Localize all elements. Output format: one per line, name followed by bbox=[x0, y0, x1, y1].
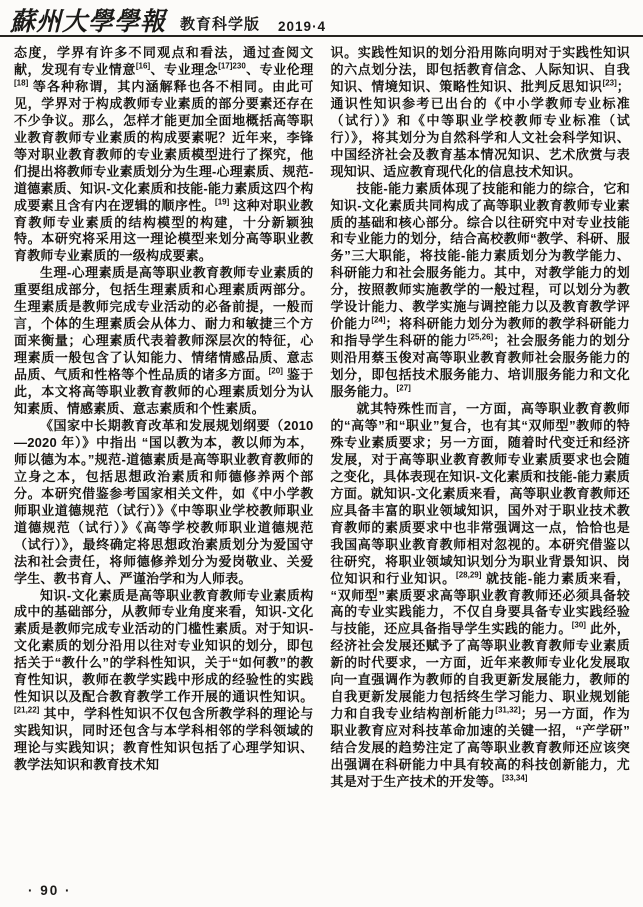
text-run: ；另一方面，作为职业教育应对科技革命加速的关键一招，“产学研”结合发展的趋势注定了高等职业教育教师还应该突出强调在科研能力中具有较高的科技创新能力，尤其是对于生产技术的开发等。 bbox=[330, 706, 630, 789]
text-run: 、专业理念 bbox=[150, 61, 219, 77]
citation-superscript: [17]230 bbox=[218, 61, 246, 71]
citation-superscript: [25,26] bbox=[467, 332, 494, 342]
paragraph bbox=[331, 181, 631, 401]
text-run: 、专业伦理 bbox=[245, 61, 314, 77]
paragraph bbox=[331, 401, 631, 791]
paragraph bbox=[14, 588, 314, 774]
citation-superscript: [23] bbox=[602, 78, 617, 88]
citation-superscript: [18] bbox=[14, 78, 29, 88]
text-run: 就技能-能力素质来看，“双师型”素质要求高等职业教育教师还必须具备较高的专业实践能力，不仅自身要具备专业实践经验与技能，还应具备指导学生实践的能力。 bbox=[330, 570, 630, 637]
citation-superscript: [30] bbox=[571, 621, 586, 631]
text-run: 识。实践性知识的划分沿用陈向明对于实践性知识的六点划分法，即包括教育信念、人际知识、自我知识、情境知识、策略性知识、批判反思知识 bbox=[330, 45, 630, 94]
citation-superscript: [28,29] bbox=[456, 570, 482, 580]
text-run: 《国家中长期教育改革和发展规划纲要（2010—2020 年）》中指出 “国以教为本，教以师为本，师以德为本。”规范-道德素质是高等职业教育教师的立身之本，包括思想政治素质和师德修养两个部分。本研究借鉴参考国家相关文件，如《中小学教师职业道德规范（试行）》《中等职业学校教师职业道德规范（试行）》《高等学校教师职业道德规范（试行）》，最终确定将思想政治素质划分为爱国守法和社会责任，将师德修养划分为爱岗敬业、关爱学生、教书育人、严谨治学和为人师表。 bbox=[14, 417, 314, 586]
issue-label: 2019·4 bbox=[278, 19, 327, 34]
text-run: 技能-能力素质体现了技能和能力的综合，它和知识-文化素质共同构成了高等职业教育教师专业素质的基础和核心部分。综合以往研究中对专业技能和专业能力的划分，结合高校教师“教学、科研、服务”三大职能，将技能-能力素质划分为教学能力、科研能力和社会服务能力。其中，对教学能力的划分，按照教师实施教学的一般过程，可以划分为教学设计能力、教学实施与调控能力以及教育教学评价能力 bbox=[330, 180, 630, 332]
text-run: ；将科研能力划分为教师的教学科研能力和指导学生科研的能力 bbox=[330, 316, 630, 349]
citation-superscript: [16] bbox=[135, 61, 151, 71]
text-run: ；社会服务能力的划分则沿用蔡玉俊对高等职业教育教师社会服务能力的划分，即包括技术服务能力、培训服务能力和文化服务能力。 bbox=[330, 333, 630, 400]
paragraph bbox=[14, 418, 314, 588]
text-run: ；通识性知识参考已出台的《中小学教师专业标准（试行）》和《中等职业学校教师专业标准（试行）》，将其划分为自然科学和人文社会科学知识、中国经济社会及教育基本情况知识、艺术欣赏与表现知识、适应教育现代化的信息技术知识。 bbox=[330, 78, 630, 179]
text-run: 就其特殊性而言，一方面，高等职业教育教师的“高等”和“职业”复合，也有其“双师型”教师的特殊专业素质要求；另一方面，随着时代变迁和经济发展，对于高等职业教育教师专业素质要求也会随之变化，具体表现在知识-文化素质和技能-能力素质方面。就知识-文化素质来看，高等职业教育教师还应具备丰富的职业领域知识，国外对于职业技术教育教师的素质要求中也非常强调这一点，恰恰也是我国高等职业教育教师相对忽视的。本研究借鉴以往研究，将职业领域知识划分为职业背景知识、岗位知识和行业知识。 bbox=[330, 401, 630, 586]
text-run: 其中，学科性知识不仅包含所教学科的理论与实践知识，同时还包含与本学科相邻的学科领域的理论与实践知识；教育性知识包括了心理学知识、教学法知识和教育技术知 bbox=[14, 706, 314, 773]
text-run: 等各种称谓，其内涵解释也各不相同。由此可见，学界对于构成教师专业素质的部分要素还存在不少争议。那么，怎样才能更加全面地概括高等职业教育教师专业素质的构成要素呢？近年来，李锋等对职业教育教师的专业素质模型进行了探究，他们提出将教师专业素质划分为生理-心理素质、规范-道德素质、知识-文化素质和技能-能力素质这四个构成要素且含有内在逻辑的顺序性。 bbox=[14, 78, 314, 213]
journal-logo: 蘇州大學學報 bbox=[10, 6, 167, 37]
citation-superscript: [20] bbox=[268, 366, 283, 376]
text-column-right bbox=[331, 45, 631, 791]
paragraph bbox=[331, 45, 631, 181]
article-body bbox=[14, 45, 630, 791]
edition-label: 教育科学版 bbox=[180, 16, 261, 33]
citation-superscript: [33,34] bbox=[502, 773, 528, 783]
header-divider bbox=[0, 35, 643, 37]
citation-superscript: [27] bbox=[396, 383, 411, 393]
text-run: 知识-文化素质是高等职业教育教师专业素质构成中的基础部分，从教师专业角度来看，知识-文化素质是教师完成专业活动的门槛性素质。对于知识-文化素质的划分沿用以往对专业知识的划分，即包括关于“教什么”的学科性知识，关于“如何教”的教育性知识，教师在教学实践中形成的经验性的实践性知识以及配合教育教学工作开展的通识性知识。 bbox=[14, 587, 314, 705]
page-header bbox=[10, 7, 633, 35]
citation-superscript: [21,22] bbox=[14, 705, 40, 715]
text-run: 此外，经济社会发展还赋予了高等职业教育教师专业素质新的时代要求，一方面，近年来教师专业化发展取向一直强调作为教师的自我更新发展能力，教师的自我更新发展能力包括终生学习能力、职业规划能力和自我专业结构剖析能力 bbox=[330, 621, 630, 722]
text-column-left bbox=[14, 45, 314, 791]
citation-superscript: [24] bbox=[371, 315, 386, 325]
paragraph bbox=[14, 45, 314, 265]
text-run: 态度，学界有许多不同观点和看法，通过查阅文献，发现有专业情意 bbox=[14, 45, 314, 77]
page-number: · 90 · bbox=[28, 883, 72, 898]
text-run: 鉴于此，本文将高等职业教育教师的心理素质划分为认知素质、情感素质、意志素质和个性素质。 bbox=[14, 367, 314, 417]
citation-superscript: [19] bbox=[215, 197, 230, 207]
text-run: 这种对职业教育教师专业素质的结构模型的构建，十分新颖独特。本研究将采用这一理论模型来划分高等职业教育教师专业素质的一级构成要素。 bbox=[14, 197, 314, 264]
citation-superscript: [31,32] bbox=[495, 705, 521, 715]
text-run: 生理-心理素质是高等职业教育教师专业素质的重要组成部分，包括生理素质和心理素质两部分。生理素质是教师完成专业活动的必备前提，一般而言，个体的生理素质会从体力、耐力和敏捷三个方面来衡量；心理素质代表着教师深层次的特征，心理素质一般包含了认知能力、情绪情感品质、意志品质、气质和性格等个性品质的诸多方面。 bbox=[14, 265, 314, 383]
paragraph bbox=[14, 265, 314, 418]
